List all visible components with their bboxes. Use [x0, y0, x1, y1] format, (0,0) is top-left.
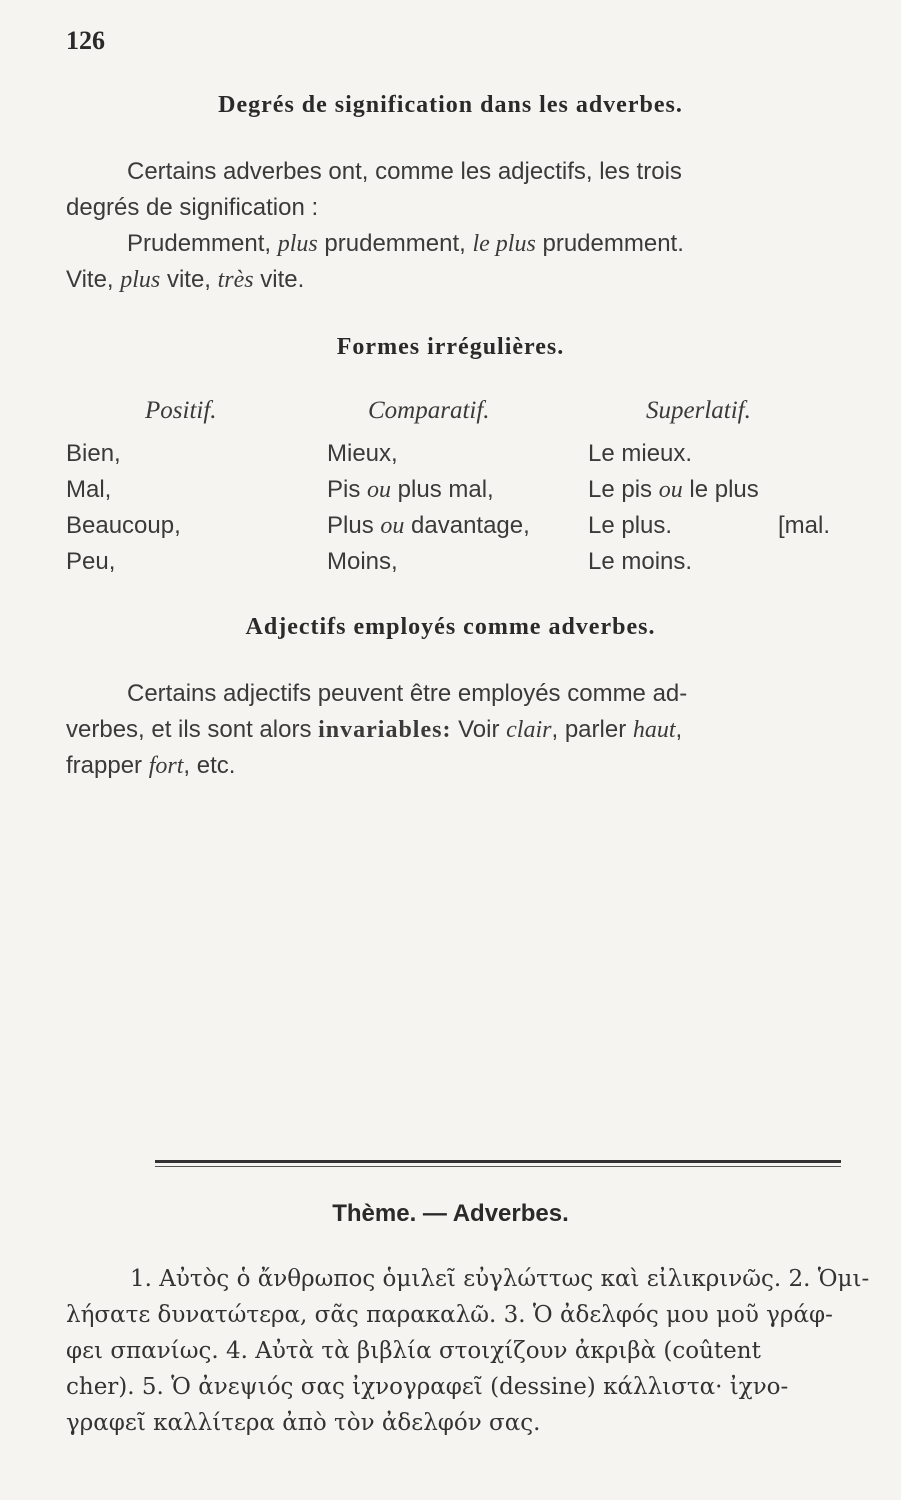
- exercise-line: 1. Αὐτὸς ὁ ἄνθρωπος ὁμιλεῖ εὐγλώττως καὶ εἰλικρινῶς. 2. Ὁμι-: [130, 1266, 870, 1292]
- cell-superlative: [588, 476, 759, 504]
- cell-positive: Mal,: [66, 476, 112, 503]
- text: ,: [675, 716, 683, 743]
- example-italic: plus: [120, 267, 161, 293]
- example-italic: le plus: [472, 231, 536, 257]
- cell-continuation: [mal.: [778, 512, 831, 539]
- column-header-superlative: Superlatif.: [646, 397, 751, 424]
- example-italic: plus: [277, 231, 318, 257]
- cell-superlative: [588, 512, 672, 540]
- cell-positive: Beaucoup,: [66, 512, 181, 539]
- cell-positive: Peu,: [66, 548, 116, 575]
- cell-text: davantage,: [404, 512, 530, 539]
- text: frapper: [66, 752, 149, 779]
- text: , etc.: [183, 752, 236, 779]
- example-text: Vite,: [66, 266, 121, 293]
- divider-rule-thin: [155, 1166, 841, 1167]
- text: Voir: [451, 716, 507, 743]
- example-text: vite.: [253, 266, 305, 293]
- cell-positive: Bien,: [66, 440, 121, 467]
- cell-superlative: [588, 440, 692, 468]
- cell-italic: ou: [367, 477, 392, 503]
- cell-text: Le moins.: [588, 548, 693, 575]
- text: , parler: [551, 716, 633, 743]
- page-number: 126: [66, 26, 105, 55]
- paragraph-line: Certains adjectifs peuvent être employés comme ad-: [127, 680, 688, 707]
- cell-text: Le pis: [588, 476, 659, 503]
- cell-text: plus mal,: [391, 476, 494, 503]
- cell-comparative: [327, 548, 398, 576]
- cell-comparative: [327, 512, 530, 540]
- cell-italic: ou: [380, 513, 405, 539]
- section-title-irregular: Formes irrégulières.: [336, 334, 565, 360]
- paragraph-line: [66, 716, 682, 744]
- column-header-comparative: Comparatif.: [368, 397, 490, 424]
- example-text: prudemment.: [535, 230, 684, 257]
- exercise-line: φει σπανίως. 4. Αὐτὰ τὰ βιβλία στοιχίζουν ἀκριβὰ (coûtent: [66, 1338, 761, 1364]
- cell-text: Plus: [327, 512, 381, 539]
- example-text: Prudemment,: [127, 230, 278, 257]
- paragraph-line: [66, 752, 235, 780]
- cell-text: Mieux,: [327, 440, 398, 467]
- paragraph-line: Certains adverbes ont, comme les adjectifs, les trois: [127, 158, 682, 185]
- italic-term: clair: [506, 717, 552, 743]
- cell-text: Pis: [327, 476, 368, 503]
- cell-italic: ou: [658, 477, 683, 503]
- italic-term: haut: [632, 717, 676, 743]
- cell-superlative: [588, 548, 692, 576]
- section-title-adjectives: Adjectifs employés comme adverbes.: [245, 614, 656, 640]
- example-text: prudemment,: [317, 230, 473, 257]
- cell-text: Moins,: [327, 548, 398, 575]
- text: verbes, et ils sont alors: [66, 716, 319, 743]
- example-line: [127, 230, 684, 258]
- exercise-line: λήσατε δυνατώτερα, σᾶς παρακαλῶ. 3. Ὁ ἀδελφός μου μοῦ γράφ-: [66, 1302, 833, 1328]
- divider-rule: [155, 1160, 841, 1163]
- bold-term: invariables:: [318, 717, 452, 743]
- example-text: vite,: [160, 266, 218, 293]
- cell-text: Le mieux.: [588, 440, 693, 467]
- exercise-line: cher). 5. Ὁ ἀνεψιός σας ἰχνογραφεῖ (dessine) κάλλιστα· ἰχνο-: [66, 1374, 789, 1400]
- section-title-degrees: Degrés de signification dans les adverbes.: [218, 92, 683, 118]
- example-line: [66, 266, 304, 294]
- theme-title: Thème. — Adverbes.: [332, 1200, 569, 1227]
- exercise-line: γραφεῖ καλλίτερα ἀπὸ τὸν ἀδελφόν σας.: [66, 1410, 541, 1436]
- paragraph-line: degrés de signification :: [66, 194, 319, 221]
- cell-text: Le plus.: [588, 512, 673, 539]
- cell-comparative: [327, 476, 494, 504]
- example-italic: très: [217, 267, 254, 293]
- cell-comparative: [327, 440, 398, 468]
- cell-text: le plus: [682, 476, 759, 503]
- italic-term: fort: [148, 753, 184, 779]
- column-header-positive: Positif.: [145, 397, 217, 424]
